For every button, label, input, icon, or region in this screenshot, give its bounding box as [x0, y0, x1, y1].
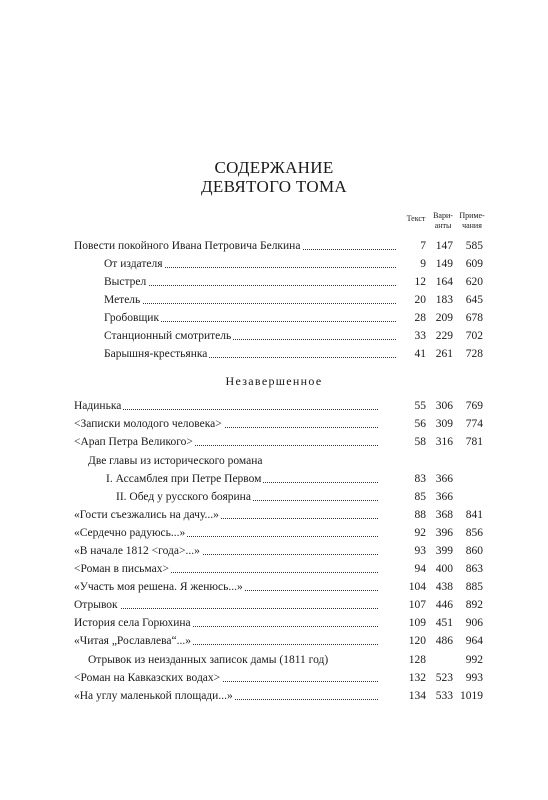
page-variants: 533 — [435, 690, 453, 702]
column-header-variants: Вари- анты — [433, 211, 453, 230]
toc-row — [104, 328, 396, 344]
page-variants: 147 — [435, 240, 453, 252]
page-text: 41 — [414, 348, 426, 360]
toc-row — [74, 615, 378, 631]
toc-row — [104, 346, 396, 362]
toc-entry-title: <Записки молодого человека> — [74, 418, 222, 430]
page-text: 7 — [420, 240, 426, 252]
toc-title-line1: СОДЕРЖАНИЕ — [214, 158, 334, 177]
page-notes: 992 — [465, 654, 483, 666]
page-notes: 585 — [465, 240, 483, 252]
page-text: 93 — [414, 545, 426, 557]
page-text: 12 — [414, 276, 426, 288]
page-text: 109 — [408, 617, 426, 629]
page-text: 56 — [414, 418, 426, 430]
toc-entry-title: История села Горюхина — [74, 617, 191, 629]
toc-entry-title: «Сердечно радуюсь...» — [74, 527, 186, 539]
toc-row — [104, 310, 396, 326]
page-text: 83 — [414, 473, 426, 485]
toc-row — [74, 543, 378, 559]
page-notes: 1019 — [460, 690, 483, 702]
page-variants: 451 — [435, 617, 453, 629]
toc-row — [74, 670, 378, 686]
page-notes: 774 — [465, 418, 483, 430]
toc-entry-title: <Арап Петра Великого> — [74, 436, 193, 448]
page-notes: 892 — [465, 599, 483, 611]
page-text: 85 — [414, 491, 426, 503]
toc-entry-title: Отрывок из неизданных записок дамы (1811 год) — [88, 654, 329, 666]
toc-entry-title: Станционный смотритель — [104, 330, 232, 342]
toc-entry-title: Отрывок — [74, 599, 118, 611]
page-variants: 523 — [435, 672, 453, 684]
toc-entry-title: «Участь моя решена. Я женюсь...» — [74, 581, 243, 593]
toc-row — [74, 579, 378, 595]
toc-entry-title: «В начале 1812 <года>...» — [74, 545, 200, 557]
toc-row — [106, 471, 378, 487]
page-notes: 863 — [465, 563, 483, 575]
toc-entry-title: От издателя — [104, 258, 163, 270]
page-variants: 183 — [435, 294, 453, 306]
page-notes: 609 — [465, 258, 483, 270]
toc-row — [74, 434, 378, 450]
page-notes: 645 — [465, 294, 483, 306]
page-notes: 856 — [465, 527, 483, 539]
page-variants: 316 — [435, 436, 453, 448]
page-text: 58 — [414, 436, 426, 448]
column-header-text: Текст — [406, 214, 426, 223]
toc-row — [74, 398, 378, 414]
page-variants: 399 — [435, 545, 453, 557]
toc-title-line2: ДЕВЯТОГО ТОМА — [201, 177, 347, 196]
page-variants: 164 — [435, 276, 453, 288]
page-variants: 209 — [435, 312, 453, 324]
page-variants: 438 — [435, 581, 453, 593]
page-notes: 885 — [465, 581, 483, 593]
page-variants: 400 — [435, 563, 453, 575]
page-text: 120 — [408, 635, 426, 647]
toc-entry-title: <Роман на Кавказских водах> — [74, 672, 221, 684]
toc-entry-title: Две главы из исторического романа — [88, 455, 263, 467]
page-variants: 149 — [435, 258, 453, 270]
toc-row — [74, 238, 396, 254]
toc-entry-title: Метель — [104, 294, 141, 306]
page-text: 94 — [414, 563, 426, 575]
toc-row — [74, 416, 378, 432]
page-variants: 486 — [435, 635, 453, 647]
toc-row — [74, 688, 378, 704]
page-notes: 781 — [465, 436, 483, 448]
page-variants: 368 — [435, 509, 453, 521]
page-variants: 306 — [435, 400, 453, 412]
page-text: 9 — [420, 258, 426, 270]
toc-row — [74, 633, 378, 649]
page-text: 33 — [414, 330, 426, 342]
page-notes: 841 — [465, 509, 483, 521]
page-notes: 906 — [465, 617, 483, 629]
page-notes: 993 — [465, 672, 483, 684]
page-notes: 620 — [465, 276, 483, 288]
page-text: 134 — [408, 690, 426, 702]
toc-entry-title: Повести покойного Ивана Петровича Белкина — [74, 240, 301, 252]
toc-row — [74, 507, 378, 523]
toc-entry-title: Выстрел — [104, 276, 147, 288]
page-variants: 366 — [435, 491, 453, 503]
page-variants: 229 — [435, 330, 453, 342]
toc-row — [74, 525, 378, 541]
page-notes: 702 — [465, 330, 483, 342]
page-variants: 396 — [435, 527, 453, 539]
toc-entry-title: <Роман в письмах> — [74, 563, 169, 575]
page-notes: 964 — [465, 635, 483, 647]
toc-row — [104, 274, 396, 290]
page-text: 132 — [408, 672, 426, 684]
page-variants: 366 — [435, 473, 453, 485]
toc-row — [104, 256, 396, 272]
page-notes: 769 — [465, 400, 483, 412]
toc-row — [116, 489, 378, 505]
toc-entry-title: Гробовщик — [104, 312, 160, 324]
page-text: 28 — [414, 312, 426, 324]
toc-row — [74, 597, 378, 613]
toc-entry-title: Барышня-крестьянка — [104, 348, 208, 360]
toc-entry-title: II. Обед у русского боярина — [116, 491, 251, 503]
page-variants: 261 — [435, 348, 453, 360]
page-variants: 309 — [435, 418, 453, 430]
toc-row — [74, 561, 378, 577]
page-notes: 728 — [465, 348, 483, 360]
page-notes: 678 — [465, 312, 483, 324]
toc-entry-title: I. Ассамблея при Петре Первом — [106, 473, 262, 485]
toc-entry-title: Надинька — [74, 400, 122, 412]
leader-dots — [104, 303, 396, 304]
page-text: 107 — [408, 599, 426, 611]
toc-row — [88, 453, 378, 469]
toc-entry-title: «Читая „Рославлева“...» — [74, 635, 191, 647]
page-text: 88 — [414, 509, 426, 521]
page-text: 92 — [414, 527, 426, 539]
page-text: 20 — [414, 294, 426, 306]
toc-row — [104, 292, 396, 308]
toc-entry-title: «Гости съезжались на дачу...» — [74, 509, 219, 521]
page-text: 55 — [414, 400, 426, 412]
section-heading: Незавершенное — [225, 374, 323, 388]
page-variants: 446 — [435, 599, 453, 611]
page-text: 104 — [408, 581, 426, 593]
toc-row — [88, 652, 378, 668]
toc-entry-title: «На углу маленькой площади...» — [74, 690, 233, 702]
column-header-notes: Приме- чания — [459, 211, 485, 230]
page-notes: 860 — [465, 545, 483, 557]
page-text: 128 — [408, 654, 426, 666]
